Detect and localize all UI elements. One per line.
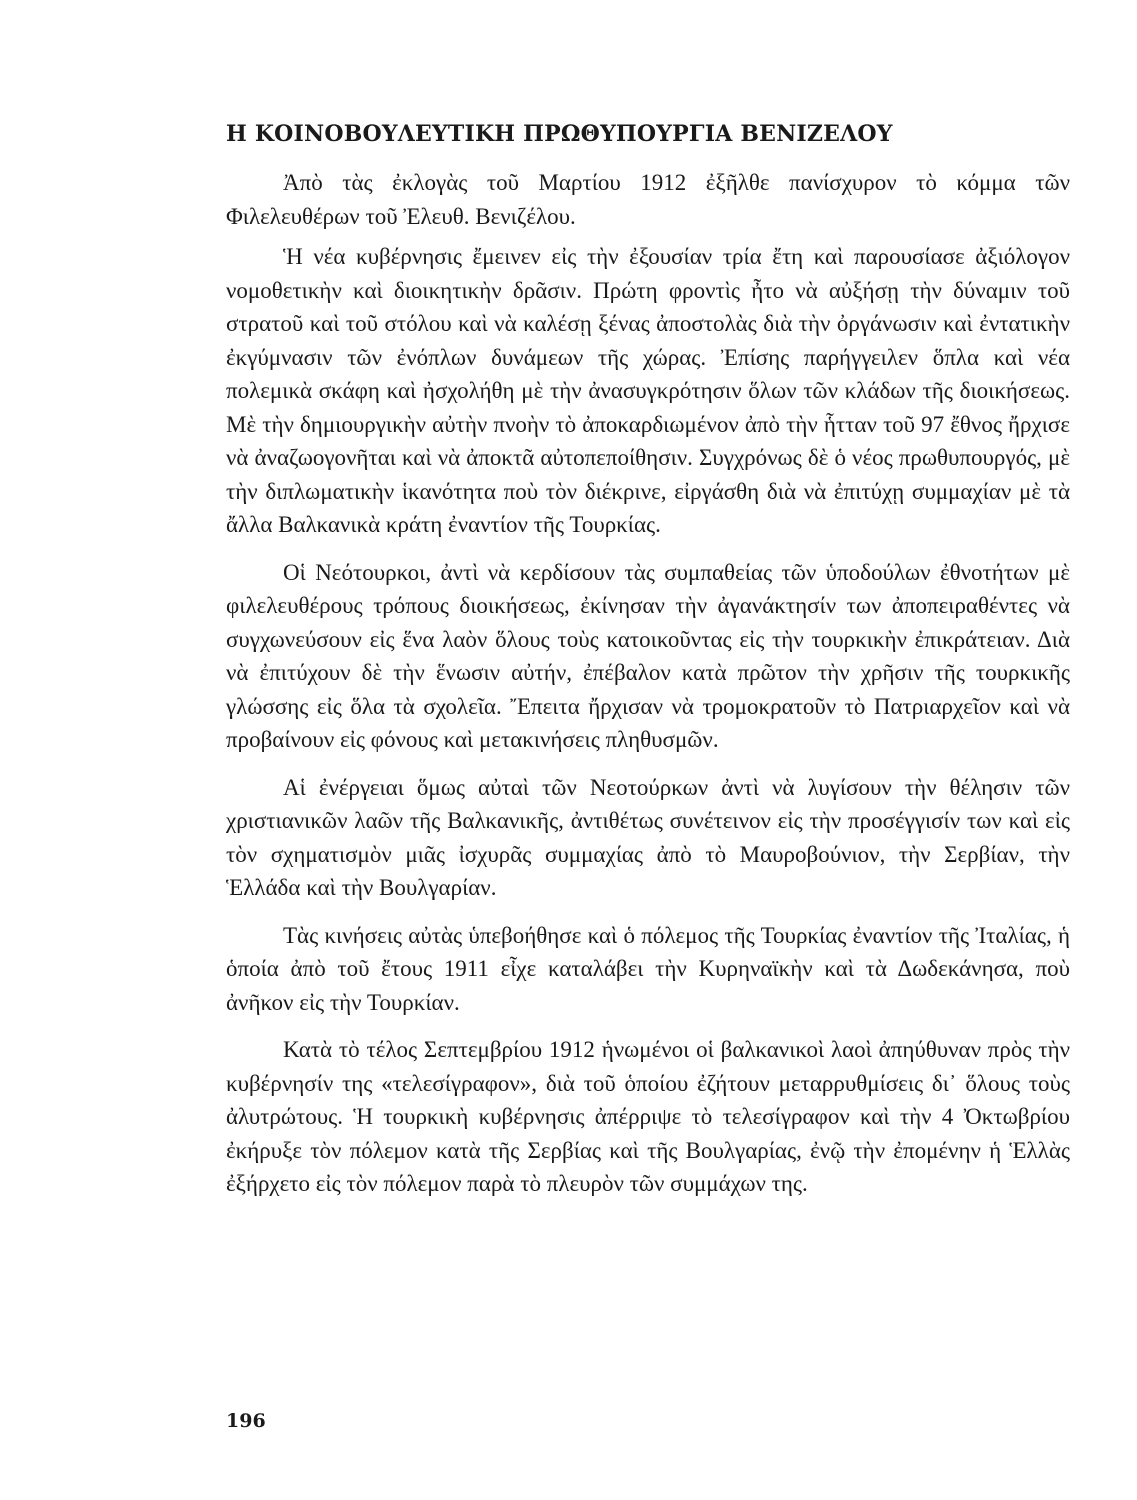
paragraph-italian-war: Τὰς κινήσεις αὐτὰς ὑπεβοήθησε καὶ ὁ πόλεμος τῆς Τουρκίας ἐναντίον τῆς Ἰταλίας, ἡ ὁποία ἀπὸ τοῦ ἔτους 1911 εἶχε καταλάβει τὴν Κυρηναϊκὴν καὶ τὰ Δωδεκάνησα, ποὺ ἀνῆκον εἰς τὴν Τουρκίαν. <box>226 922 1070 1015</box>
paragraph-elections: Ἀπὸ τὰς ἐκλογὰς τοῦ Μαρτίου 1912 ἐξῆλθε πανίσχυρον τὸ κόμμα τῶν Φιλελευθέρων τοῦ Ἐλευθ. Βενιζέλου. <box>226 170 1070 229</box>
paragraph-young-turks: Οἱ Νεότουρκοι, ἀντὶ νὰ κερδίσουν τὰς συμπαθείας τῶν ὑποδούλων ἐθνοτήτων μὲ φιλελευθέρους τρόπους διοικήσεως, ἐκίνησαν τὴν ἀγανάκτησίν των ἀποπειραθέντες νὰ συγχωνεύσουν εἰς ἕνα λαὸν ὅλους τοὺς κατοικοῦντας εἰς τὴν τουρκικὴν ἐπικράτειαν. Διὰ νὰ ἐπιτύχουν δὲ τὴν ἕνωσιν αὐτήν, ἐπέβαλον κατὰ πρῶτον τὴν χρῆσιν τῆς τουρκικῆς γλώσσης εἰς ὅλα τὰ σχολεῖα. Ἔπειτα ἤρχισαν νὰ τρομοκρατοῦν τὸ Πατριαρχεῖον καὶ νὰ προβαίνουν εἰς φόνους καὶ μετακινήσεις πληθυσμῶν. <box>226 559 1070 752</box>
page-number: 196 <box>226 1410 266 1432</box>
paragraph-balkan-alliance: Αἱ ἐνέργειαι ὅμως αὐταὶ τῶν Νεοτούρκων ἀντὶ νὰ λυγίσουν τὴν θέλησιν τῶν χριστιανικῶν λαῶν τῆς Βαλκανικῆς, ἀντιθέτως συνέτεινον εἰς τὴν προσέγγισίν των καὶ εἰς τὸν σχηματισμὸν μιᾶς ἰσχυρᾶς συμμαχίας ἀπὸ τὸ Μαυροβούνιον, τὴν Σερβίαν, τὴν Ἑλλάδα καὶ τὴν Βουλγαρίαν. <box>226 774 1070 900</box>
body-text <box>226 166 1070 1215</box>
chapter-heading: Η ΚΟΙΝΟΒΟΥΛΕΥΤΙΚΗ ΠΡΩΘΥΠΟΥΡΓΙΑ ΒΕΝΙΖΕΛΟΥ <box>226 121 893 147</box>
paragraph-new-government: Ἡ νέα κυβέρνησις ἔμεινεν εἰς τὴν ἐξουσίαν τρία ἔτη καὶ παρουσίασε ἀξιόλογον νομοθετικὴν καὶ διοικητικὴν δρᾶσιν. Πρώτη φροντὶς ἦτο νὰ αὐξήσῃ τὴν δύναμιν τοῦ στρατοῦ καὶ τοῦ στόλου καὶ νὰ καλέσῃ ξένας ἀποστολὰς διὰ τὴν ὀργάνωσιν καὶ ἐντατικὴν ἐκγύμνασιν τῶν ἐνόπλων δυνάμεων τῆς χώρας. Ἐπίσης παρήγγειλεν ὅπλα καὶ νέα πολεμικὰ σκάφη καὶ ἠσχολήθη μὲ τὴν ἀνασυγκρότησιν ὅλων τῶν κλάδων τῆς διοικήσεως. Μὲ τὴν δημιουργικὴν αὐτὴν πνοὴν τὸ ἀποκαρδιωμένον ἀπὸ τὴν ἧτταν τοῦ 97 ἔθνος ἤρχισε νὰ ἀναζωογονῆται καὶ νὰ ἀποκτᾶ αὐτοπεποίθησιν. Συγχρόνως δὲ ὁ νέος πρωθυπουργός, μὲ τὴν διπλωματικὴν ἱκανότητα ποὺ τὸν διέκρινε, εἰργάσθη διὰ νὰ ἐπιτύχῃ συμμαχίαν μὲ τὰ ἄλλα Βαλκανικὰ κράτη ἐναντίον τῆς Τουρκίας. <box>226 244 1070 537</box>
paragraph-ultimatum: Κατὰ τὸ τέλος Σεπτεμβρίου 1912 ἡνωμένοι οἱ βαλκανικοὶ λαοὶ ἀπηύθυναν πρὸς τὴν κυβέρνησίν της «τελεσίγραφον», διὰ τοῦ ὁποίου ἐζήτουν μεταρρυθμίσεις δι᾽ ὅλους τοὺς ἀλυτρώτους. Ἡ τουρκικὴ κυβέρνησις ἀπέρριψε τὸ τελεσίγραφον καὶ τὴν 4 Ὀκτωβρίου ἐκήρυξε τὸν πόλεμον κατὰ τῆς Σερβίας καὶ τῆς Βουλγαρίας, ἐνῷ τὴν ἐπομένην ἡ Ἑλλὰς ἐξήρχετο εἰς τὸν πόλεμον παρὰ τὸ πλευρὸν τῶν συμμάχων της. <box>226 1037 1070 1196</box>
